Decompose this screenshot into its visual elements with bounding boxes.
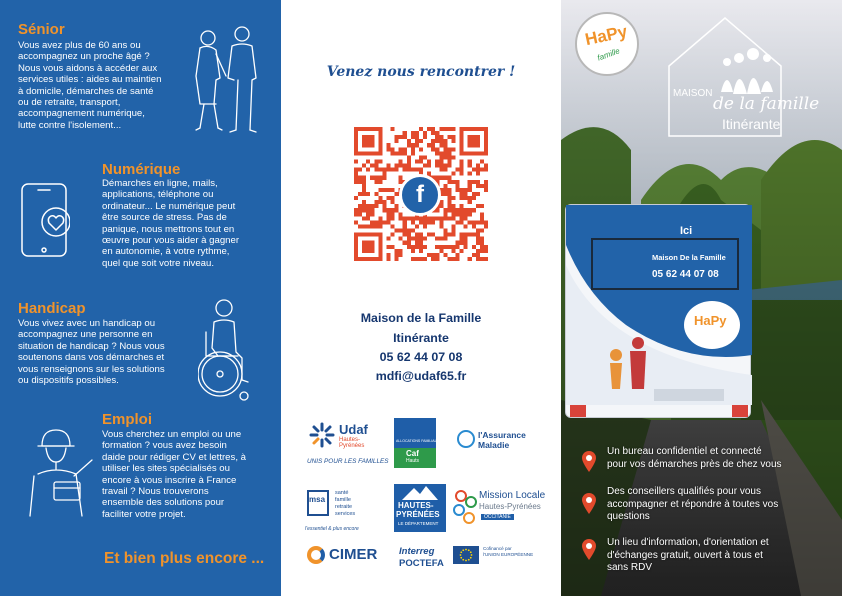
eu-flag-icon <box>453 546 479 564</box>
assurance-maladie-logo <box>457 428 547 460</box>
more-text: Et bien plus encore ... <box>104 550 265 567</box>
location-pin-icon <box>581 492 597 514</box>
emploi-line: encore à vous inscrire à France <box>102 474 237 486</box>
eu-text: Cofinancé par <box>483 546 512 551</box>
caf-logo <box>394 418 442 468</box>
numerique-line: œuvre pour vous aider à gagner <box>102 235 240 247</box>
numerique-line: quel que soit votre niveau. <box>102 257 215 269</box>
emploi-line: formation ? vous avez besoin <box>102 440 227 452</box>
bus-ici: Ici <box>680 225 693 237</box>
handicap-title: Handicap <box>18 300 86 317</box>
msa-slogan: l'essentiel & plus encore <box>305 526 359 532</box>
caf-banner <box>394 418 436 448</box>
elderly-couple-icon <box>186 24 268 136</box>
hp-name-sub: PYRÉNÉES <box>396 510 440 519</box>
bus-hapy-badge <box>684 301 740 349</box>
feature-3 <box>607 537 835 575</box>
senior-title: Sénior <box>18 21 65 38</box>
msa-name: msa <box>309 495 326 504</box>
numerique-line: applications, téléphone ou <box>102 189 214 201</box>
numerique-line: ordinateur... Le numérique peut <box>102 200 236 212</box>
mission-name: Mission Locale <box>479 490 546 501</box>
assurance-circle-icon <box>457 430 475 448</box>
hapy-title: HaPy <box>583 21 629 50</box>
bus-phone: 05 62 44 07 08 <box>652 269 719 280</box>
feature-line: accompagner et répondre à toutes vos <box>607 498 779 510</box>
feature-line: sans RDV <box>607 562 653 574</box>
occitanie-badge: OCCITANIE <box>481 514 514 520</box>
left-panel <box>0 0 281 596</box>
worker-helmet-icon <box>28 416 98 520</box>
tablet-heart-icon <box>20 182 70 258</box>
feature-line: Des conseillers qualifiés pour vous <box>607 486 761 497</box>
emploi-line: faciliter votre projet. <box>102 508 186 520</box>
poctefa-name: POCTEFA <box>399 558 444 569</box>
tagline: Venez nous rencontrer ! <box>326 64 516 80</box>
emploi-line: daide pour rédiger CV et lettres, à <box>102 451 246 463</box>
udaf-sub: Hautes- <box>339 437 361 443</box>
bus-hapy-title: HaPy <box>694 313 727 328</box>
email-link[interactable]: mdfi@udaf65.fr <box>375 369 467 383</box>
hp-dept: LE DÉPARTEMENT <box>398 521 439 526</box>
feature-2 <box>607 486 835 524</box>
udaf-name: Udaf <box>339 422 368 437</box>
feature-line: questions <box>607 511 650 523</box>
cimer-ring-icon <box>307 546 325 564</box>
hp-name: HAUTES- <box>398 501 434 510</box>
mission-locale-logo <box>451 484 546 532</box>
handicap-line: situation de handicap ? Nous vous <box>18 340 165 352</box>
emploi-line: Vous cherchez un emploi ou une <box>102 429 242 440</box>
numerique-line: être source de stress. Pas de <box>102 212 227 224</box>
location-pin-icon <box>581 450 597 472</box>
mission-locale-icon <box>453 490 477 524</box>
right-panel <box>561 0 842 596</box>
eu-logo <box>451 540 535 580</box>
location-pin-icon <box>581 538 597 560</box>
handicap-line: vous renseignons sur les solutions <box>18 363 165 375</box>
feature-1 <box>607 446 835 471</box>
brand-line3: Itinérante <box>722 116 781 132</box>
udaf-logo <box>305 418 389 474</box>
org-name: Maison de la Famille <box>360 311 482 325</box>
hautes-pyrenees-logo <box>394 484 446 532</box>
handicap-line: ou dispositifs possibles. <box>18 375 119 387</box>
bus-name: Maison De la Famille <box>652 253 726 262</box>
interreg-name: Interreg <box>399 546 435 557</box>
handicap-text <box>18 318 180 386</box>
msa-text: santé <box>335 490 349 496</box>
senior-line: Vous avez plus de 60 ans ou <box>18 40 141 51</box>
senior-line: accompagnez un proche âgé ? <box>18 51 150 63</box>
feature-line: Un bureau confidentiel et connecté <box>607 446 762 457</box>
emploi-line: ensemble des solutions pour <box>102 497 225 509</box>
msa-text: famille <box>335 497 351 503</box>
feature-line: pour vos démarches près de chez vous <box>607 458 782 470</box>
emploi-text <box>102 429 263 520</box>
senior-line: accompagnement numérique, <box>18 108 145 120</box>
cimer-logo <box>303 540 389 580</box>
interreg-logo <box>395 540 449 580</box>
mountain-icon <box>402 486 438 500</box>
feature-line: Un lieu d'information, d'orientation et <box>607 537 769 548</box>
handicap-line: Vous vivez avec un handicap ou <box>18 318 156 329</box>
facebook-icon: f <box>399 174 441 216</box>
emploi-line: utiliser les sites spécialisés ou <box>102 463 230 475</box>
feature-line: d'échanges gratuit, ouvert à tous et <box>607 549 763 561</box>
brand-line1: MAISON <box>673 88 713 99</box>
caf-name: Caf <box>406 449 419 458</box>
emploi-line: travail ? Nous trouverons <box>102 486 209 498</box>
assurance-name: l'Assurance <box>478 430 526 440</box>
senior-line: services utiles : aides au maintien <box>18 74 162 86</box>
handicap-line: accompagnez une personne en <box>18 329 153 341</box>
caf-top-text: ALLOCATIONS FAMILIALES <box>396 439 442 443</box>
senior-line: lutte contre l'isolement... <box>18 119 122 131</box>
numerique-line: en autonomie, à votre rythme, <box>102 246 230 258</box>
hapy-sub: famille <box>596 46 621 63</box>
bus <box>565 204 751 418</box>
udaf-sub: Pyrénées <box>339 443 365 449</box>
emploi-title: Emploi <box>102 411 153 428</box>
caf-sub: Hauts <box>406 458 420 464</box>
brand-line2: de la famille <box>713 94 820 114</box>
mission-name-sub: Hautes-Pyrénées <box>479 502 541 511</box>
eu-text-sub: l'UNION EUROPÉENNE <box>483 552 534 557</box>
msa-logo <box>303 484 389 536</box>
handicap-line: soutenons dans vos démarches et <box>18 352 165 364</box>
msa-text: services <box>335 511 356 517</box>
numerique-line: panique, nous mettrons tout en <box>102 223 235 235</box>
udaf-star-icon <box>309 422 335 448</box>
cimer-name: CIMER <box>329 546 378 563</box>
wheelchair-icon <box>198 296 260 404</box>
numerique-line: Démarches en ligne, mails, <box>102 178 218 189</box>
udaf-slogan: UNIS POUR LES FAMILLES <box>307 458 389 465</box>
numerique-title: Numérique <box>102 161 181 178</box>
org-name-sub: Itinérante <box>393 331 449 345</box>
hapy-badge <box>575 12 639 76</box>
assurance-name-sub: Maladie <box>478 440 510 450</box>
phone-number: 05 62 44 07 08 <box>379 350 463 364</box>
msa-text: retraite <box>335 504 353 510</box>
senior-line: à domicile, démarches de santé <box>18 85 154 97</box>
senior-line: Nous vous aidons à accéder aux <box>18 62 158 74</box>
senior-text <box>18 40 180 131</box>
senior-line: ou de retraite, transport, <box>18 97 121 109</box>
middle-panel <box>281 0 561 596</box>
numerique-text <box>102 178 263 269</box>
